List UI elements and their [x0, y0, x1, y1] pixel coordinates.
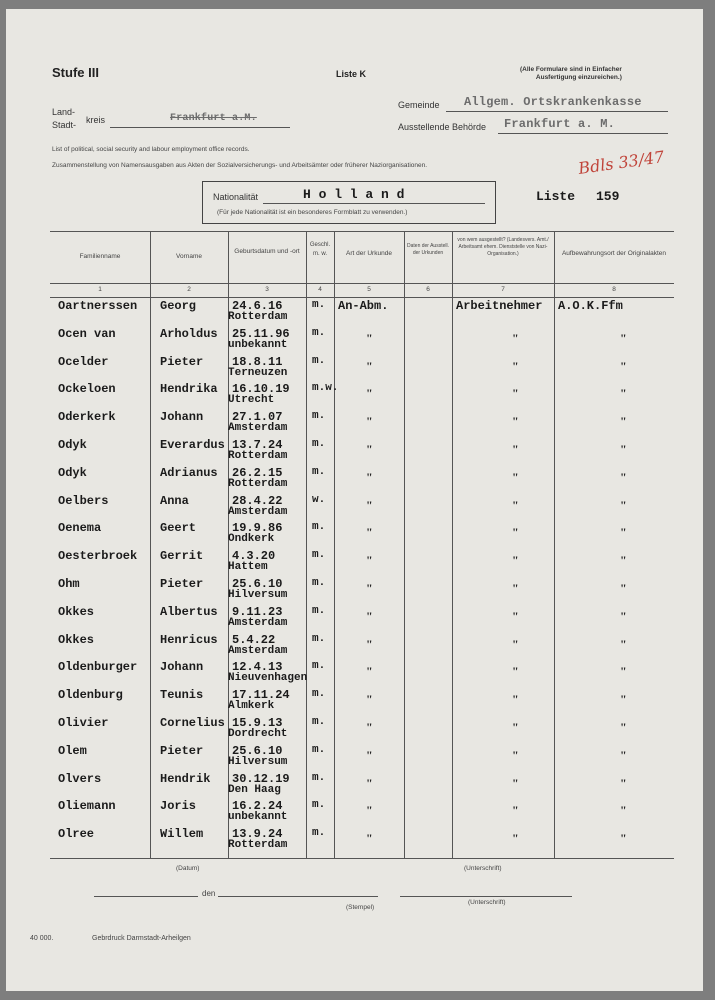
row-sex: m.: [312, 577, 326, 589]
row-archive-location: A.O.K.Ffm: [558, 299, 623, 313]
row-birthplace: unbekannt: [228, 811, 288, 824]
row-birthplace: Den Haag: [228, 783, 281, 796]
nationality-label: Nationalität: [213, 192, 259, 202]
row-birthplace: Utrecht: [228, 394, 275, 407]
row-forename: Hendrik: [160, 771, 211, 786]
row-birthplace: unbekannt: [228, 338, 288, 351]
footer-print-number: 40 000.: [30, 935, 54, 942]
row-document-type: ": [366, 386, 373, 401]
header-col-4: Geschl. m. w.: [309, 242, 331, 257]
row-forename: Cornelius: [160, 716, 225, 730]
row-issued-by: ": [512, 608, 519, 623]
footer-den: den: [202, 889, 216, 898]
nationality-value: H o l l a n d: [303, 187, 405, 202]
row-birthdate: 19.9.86: [232, 521, 283, 536]
header-col-6: Daten der Ausstell. der Urkunden: [407, 243, 449, 256]
row-archive-location: ": [620, 525, 627, 540]
row-issued-by: ": [512, 692, 519, 707]
row-forename: Adrianus: [160, 465, 218, 480]
row-forename: Albertus: [160, 604, 218, 619]
row-archive-location: ": [620, 803, 627, 818]
kreis-label: kreis: [86, 115, 106, 125]
row-birthplace: Hilversum: [228, 589, 288, 601]
row-birthplace: Ondkerk: [228, 533, 275, 546]
row-birthplace: Amsterdam: [228, 422, 288, 435]
row-birthdate: 17.11.24: [232, 688, 290, 703]
row-sex: m.: [312, 743, 326, 756]
row-forename: Pieter: [160, 354, 204, 369]
row-sex: m.: [312, 604, 326, 617]
header-col-8: Aufbewahrungsort der Originalakten: [561, 250, 667, 257]
col-num-4: 4: [318, 286, 322, 293]
row-document-type: ": [366, 553, 373, 568]
row-birthdate: 25.6.10: [232, 577, 283, 591]
row-forename: Everardus: [160, 438, 225, 452]
row-sex: m.w.: [312, 382, 339, 395]
row-forename: Geert: [160, 521, 197, 536]
row-surname: Oartnerssen: [58, 299, 138, 313]
row-archive-location: ": [620, 414, 627, 429]
row-document-type: ": [366, 803, 373, 818]
row-archive-location: ": [620, 581, 627, 595]
row-issued-by: ": [512, 442, 519, 456]
col-num-8: 8: [612, 286, 616, 293]
row-forename: Pieter: [160, 743, 204, 758]
row-surname: Oenema: [58, 521, 102, 536]
row-forename: Johann: [160, 660, 204, 675]
row-sex: m.: [312, 549, 326, 562]
row-surname: Okkes: [58, 632, 95, 647]
row-archive-location: ": [620, 469, 627, 484]
col-num-1: 1: [98, 286, 102, 293]
handwritten-note: Bdls 33/47: [577, 147, 666, 178]
row-sex: w.: [312, 493, 326, 506]
col-num-3: 3: [265, 286, 269, 293]
row-forename: Willem: [160, 827, 204, 842]
row-document-type: ": [366, 442, 373, 456]
footer-datum: (Datum): [176, 865, 200, 872]
row-sex: m.: [312, 438, 326, 450]
behoerde-label: Ausstellende Behörde: [398, 122, 487, 132]
row-surname: Olivier: [58, 716, 109, 730]
row-surname: Odyk: [58, 438, 87, 452]
row-sex: m.: [312, 716, 326, 728]
row-birthdate: 28.4.22: [232, 493, 283, 508]
row-surname: Oliemann: [58, 799, 116, 814]
row-issued-by: ": [512, 831, 519, 846]
row-sex: m.: [312, 326, 326, 339]
row-birthplace: Amsterdam: [228, 505, 288, 518]
header-col-3: Geburtsdatum und -ort: [234, 248, 300, 255]
row-issued-by: ": [512, 803, 519, 818]
row-sex: m.: [312, 660, 326, 673]
row-issued-by: ": [512, 581, 519, 595]
row-birthplace: Dordrecht: [228, 728, 288, 740]
row-birthplace: Hilversum: [228, 755, 288, 768]
row-archive-location: ": [620, 831, 627, 846]
header-col-1: Familienname: [79, 253, 121, 260]
gemeinde-label: Gemeinde: [398, 100, 440, 110]
row-archive-location: ": [620, 664, 627, 679]
row-archive-location: ": [620, 330, 627, 345]
header-col-7: von wem ausgestellt? (Landesvers. Amt./ Arbeitsamt ehem. Dienststelle von Nazi-Organisation.): [457, 237, 549, 257]
row-issued-by: ": [512, 747, 519, 762]
list-label: Liste: [536, 189, 576, 204]
col-num-2: 2: [187, 286, 191, 293]
row-birthdate: 13.9.24: [232, 827, 283, 842]
row-forename: Johann: [160, 410, 204, 425]
row-surname: Olree: [58, 827, 95, 842]
col-num-6: 6: [426, 286, 430, 293]
list-number: 159: [596, 189, 620, 204]
row-sex: m.: [312, 299, 326, 311]
description-de: Zusammenstellung von Namensausgaben aus Akten der Sozialversicherungs- und Arbeitsämter oder früherer Naziorganisationen.: [52, 162, 428, 169]
row-birthplace: Terneuzen: [228, 366, 288, 379]
row-surname: Oelbers: [58, 493, 109, 508]
row-surname: Odyk: [58, 465, 87, 480]
row-birthdate: 4.3.20: [232, 549, 276, 564]
row-sex: m.: [312, 688, 326, 701]
behoerde-value: Frankfurt a. M.: [504, 117, 616, 131]
row-document-type: ": [366, 831, 373, 846]
row-issued-by: Arbeitnehmer: [456, 299, 543, 313]
row-issued-by: ": [512, 469, 519, 484]
header-col-5: Art der Urkunde: [346, 250, 392, 257]
liste-title: Liste K: [336, 69, 367, 79]
row-birthplace: Rotterdam: [228, 839, 288, 852]
document-page: [6, 9, 703, 991]
row-forename: Arholdus: [160, 326, 218, 341]
row-birthplace: Amsterdam: [228, 616, 288, 629]
row-issued-by: ": [512, 720, 519, 734]
row-surname: Oderkerk: [58, 410, 116, 425]
row-birthdate: 16.2.24: [232, 799, 283, 814]
row-birthplace: Rotterdam: [228, 477, 288, 490]
row-document-type: ": [366, 747, 373, 762]
row-issued-by: ": [512, 664, 519, 679]
row-birthdate: 27.1.07: [232, 410, 283, 425]
gemeinde-value: Allgem. Ortskrankenkasse: [464, 95, 642, 109]
row-document-type: ": [366, 775, 373, 790]
row-birthdate: 18.8.11: [232, 354, 283, 369]
row-issued-by: ": [512, 414, 519, 429]
description-en: List of political, social security and labour employment office records.: [52, 146, 250, 153]
row-document-type: ": [366, 692, 373, 707]
row-surname: Ohm: [58, 577, 80, 591]
row-birthdate: 25.6.10: [232, 743, 283, 758]
row-surname: Oldenburger: [58, 660, 138, 675]
row-sex: m.: [312, 465, 326, 478]
row-archive-location: ": [620, 358, 627, 373]
row-archive-location: ": [620, 442, 627, 456]
row-forename: Gerrit: [160, 549, 204, 564]
row-birthdate: 25.11.96: [232, 326, 290, 341]
row-archive-location: ": [620, 692, 627, 707]
row-surname: Oldenburg: [58, 688, 123, 703]
row-birthdate: 26.2.15: [232, 465, 283, 480]
row-document-type: ": [366, 525, 373, 540]
row-forename: Georg: [160, 299, 197, 313]
row-issued-by: ": [512, 386, 519, 401]
row-forename: Henricus: [160, 632, 218, 647]
row-document-type: An-Abm.: [338, 299, 389, 313]
header-col-2: Vorname: [175, 253, 203, 260]
footer-stempel: (Stempel): [346, 904, 375, 911]
row-archive-location: ": [620, 497, 627, 512]
row-archive-location: ": [620, 747, 627, 762]
row-forename: Anna: [160, 493, 189, 508]
row-birthdate: 12.4.13: [232, 660, 283, 675]
row-forename: Hendrika: [160, 382, 218, 397]
row-birthdate: 13.7.24: [232, 438, 283, 452]
row-archive-location: ": [620, 608, 627, 623]
row-archive-location: ": [620, 775, 627, 790]
kreis-value: Frankfurt a.M.: [170, 113, 257, 124]
row-birthdate: 30.12.19: [232, 771, 290, 786]
row-sex: m.: [312, 632, 326, 645]
nationality-box: [202, 181, 496, 224]
row-document-type: ": [366, 664, 373, 679]
row-archive-location: ": [620, 636, 627, 651]
row-issued-by: ": [512, 525, 519, 540]
row-birthplace: Rotterdam: [228, 311, 288, 323]
row-issued-by: ": [512, 497, 519, 512]
row-issued-by: ": [512, 358, 519, 373]
row-surname: Oesterbroek: [58, 549, 138, 564]
row-forename: Pieter: [160, 577, 204, 591]
row-surname: Ocelder: [58, 354, 109, 369]
row-birthdate: 16.10.19: [232, 382, 290, 397]
row-document-type: ": [366, 608, 373, 623]
row-birthdate: 9.11.23: [232, 604, 283, 619]
row-document-type: ": [366, 414, 373, 429]
row-surname: Ocen van: [58, 326, 116, 341]
row-birthplace: Almkerk: [228, 700, 275, 713]
row-sex: m.: [312, 827, 326, 840]
row-archive-location: ": [620, 553, 627, 568]
row-surname: Olvers: [58, 771, 102, 786]
nationality-note: (Für jede Nationalität ist ein besonderes Formblatt zu verwenden.): [217, 209, 408, 216]
stufe-label: Stufe III: [52, 65, 99, 80]
row-document-type: ": [366, 469, 373, 484]
row-issued-by: ": [512, 775, 519, 790]
row-birthplace: Rotterdam: [228, 450, 288, 462]
footer-unterschrift: (Unterschrift): [464, 865, 502, 872]
row-forename: Joris: [160, 799, 197, 814]
stadt-label: Stadt-: [52, 120, 77, 130]
col-num-5: 5: [367, 286, 371, 293]
row-issued-by: ": [512, 330, 519, 345]
form-note: (Alle Formulare sind in Einfacher Ausfertigung einzureichen.): [520, 66, 622, 81]
col-num-7: 7: [501, 286, 505, 293]
row-birthdate: 24.6.16: [232, 299, 283, 313]
row-forename: Teunis: [160, 688, 204, 703]
row-sex: m.: [312, 521, 326, 534]
row-surname: Olem: [58, 743, 87, 758]
row-sex: m.: [312, 354, 326, 367]
row-surname: Okkes: [58, 604, 95, 619]
row-archive-location: ": [620, 720, 627, 734]
row-document-type: ": [366, 330, 373, 345]
land-label: Land-: [52, 107, 76, 117]
row-sex: m.: [312, 799, 326, 812]
row-birthplace: Nieuvenhagen: [228, 672, 308, 685]
footer-printer: Gebrdruck Darmstadt-Arheilgen: [92, 935, 191, 942]
row-sex: m.: [312, 410, 326, 423]
row-document-type: ": [366, 497, 373, 512]
row-document-type: ": [366, 581, 373, 595]
row-birthplace: Amsterdam: [228, 644, 288, 657]
row-birthdate: 15.9.13: [232, 716, 283, 730]
footer-unterschrift-2: (Unterschrift): [468, 899, 506, 906]
row-birthdate: 5.4.22: [232, 632, 276, 647]
row-document-type: ": [366, 636, 373, 651]
row-document-type: ": [366, 720, 373, 734]
row-document-type: ": [366, 358, 373, 373]
row-archive-location: ": [620, 386, 627, 401]
row-sex: m.: [312, 771, 326, 784]
row-birthplace: Hattem: [228, 561, 268, 574]
row-issued-by: ": [512, 636, 519, 651]
row-surname: Ockeloen: [58, 382, 116, 397]
row-issued-by: ": [512, 553, 519, 568]
